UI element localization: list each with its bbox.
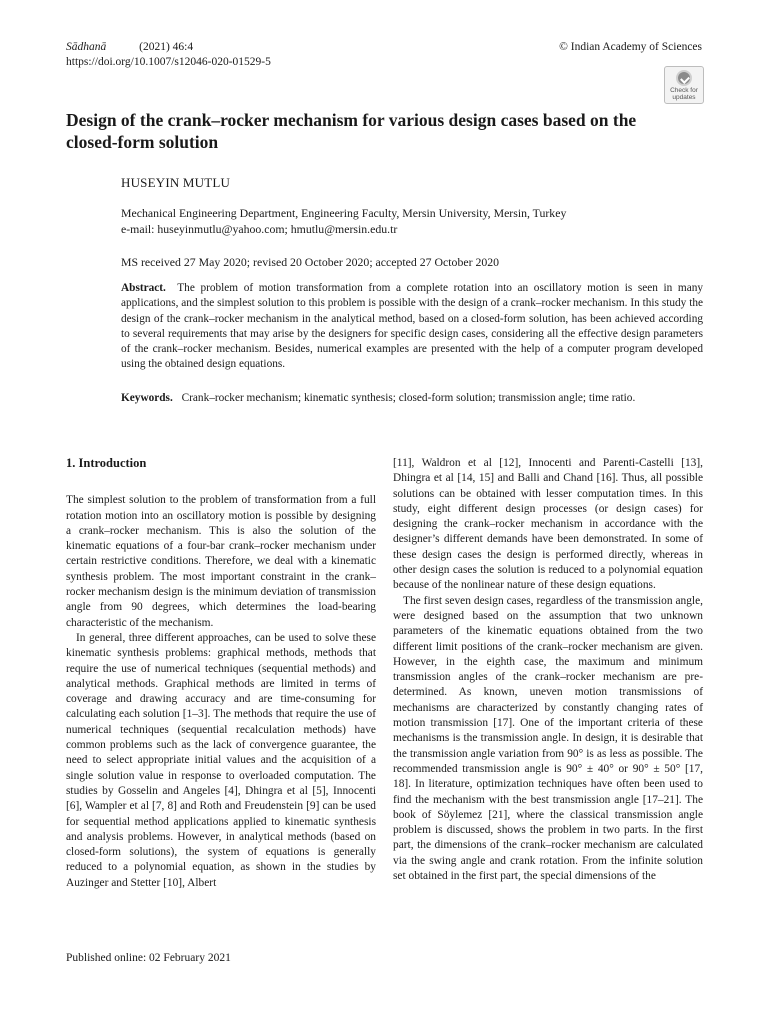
volume-number: (2021) 46:4	[139, 41, 194, 53]
paragraph: The first seven design cases, regardless of the transmission angle, were designed based on the assumption that two unknown parameters of the kinematic equations obtained from the two different limit positions of the crank–rocker mechanism are given. However, in the eighth case, the maximum and minimum transmission angles of the crank–rocker mechanism are pre-determined. As known, uneven motion transmissions of mechanisms are characterized by constantly changing rates of motion transmission [17]. One of the important criteria of these mechanisms is the transmission angle. In design, it is desirable that the transmission angle variation from 90° is as less as possible. The recommended transmission angle is 90° ± 40° or 90° ± 50° [17, 18]. In literature, optimization techniques have often been used to find the mechanism with the best transmission angle [17–21]. The book of Söylemez [21], where the classical transmission angle problem is discussed, shows the problem in two parts. In the first part, the dimensions of the crank–rocker mechanism are calculated via the swing angle and crank rotation. From the infinite solution set obtained in the first part, the special dimensions of the	[393, 594, 703, 883]
affiliation: Mechanical Engineering Department, Engineering Faculty, Mersin University, Mersin, Turkey	[121, 206, 567, 220]
keywords-label: Keywords.	[121, 392, 173, 404]
check-badge-line2: updates	[672, 94, 696, 101]
received-dates: MS received 27 May 2020; revised 20 October 2020; accepted 27 October 2020	[121, 255, 500, 269]
journal-name: Sādhanā	[66, 41, 107, 53]
left-column	[66, 456, 376, 891]
abstract	[121, 281, 703, 373]
author-name: HUSEYIN MUTLU	[121, 175, 231, 190]
paragraph: The simplest solution to the problem of transformation from a full rotation motion into an oscillatory motion is possible by designing a crank–rocker mechanism. This is also the solution of the kinematic equations of a four-bar crank–rocker mechanism under certain restrictive conditions. Therefore, we deal with a kinematic synthesis problem. The most important constraint in the crank–rocker mechanism design is the minimum deviation of transmission angle from 90 degrees, which determines the load-bearing characteristic of the mechanism.	[66, 494, 376, 629]
abstract-label: Abstract.	[121, 282, 166, 294]
published-date: Published online: 02 February 2021	[66, 952, 231, 964]
doi-link[interactable]: https://doi.org/10.1007/s12046-020-01529-5	[66, 56, 271, 68]
keywords	[121, 391, 721, 406]
right-column	[393, 456, 703, 884]
affiliation-block	[121, 205, 566, 237]
paragraph: [11], Waldron et al [12], Innocenti and Parenti-Castelli [13], Dhingra et al [14, 15] and Balli and Chand [16]. Thus, all possible solutions can be obtained with lesser computation times. In this study, eight different design processes (or design cases) for designing the crank–rocker mechanism in accordance with the designer’s different demands have been demonstrated. In some of these design cases the design is performed directly, whereas in other design cases the solution is reduced to a polynomial equation because of the nonlinear nature of these design equations.	[393, 457, 703, 592]
email-line[interactable]: e-mail: huseyinmutlu@yahoo.com; hmutlu@mersin.edu.tr	[121, 222, 398, 236]
publisher-notice: © Indian Academy of Sciences	[559, 41, 702, 53]
keywords-text: Crank–rocker mechanism; kinematic synthesis; closed-form solution; transmission angle; time ratio.	[181, 392, 636, 404]
check-for-updates-button[interactable]	[664, 66, 704, 104]
check-badge-line1: Check for	[670, 87, 698, 94]
check-updates-icon	[676, 70, 692, 86]
abstract-text: The problem of motion transformation from a complete rotation into an oscillatory motion is seen in many applications, and the simplest solution to this problem is possible with the design of a crank–rocker mechanism. In this study the design of the crank–rocker mechanism in the analytical method, based on a closed-form solution, has been achieved according to several requirements that may arise by the designers for specific design cases, considering all the effective design parameters of the crank–rocker mechanism. Besides, numerical examples are presented with the help of a computer program developed using the obtained design equations.	[121, 282, 704, 371]
paragraph: In general, three different approaches, can be used to solve these kinematic synthesis problems: graphical methods, methods that require the use of numerical techniques (sequential methods) and analytical methods. Graphical methods are limited in terms of coverage and drawing accuracy and are time-consuming for calculating each solution [1–3]. The methods that require the use of numerical techniques (sequential recalculation methods) have common problems such as the lack of convergence guarantee, the need to select appropriate initial values and the acquisition of a single solution value in response to overloaded computation. The studies by Gosselin and Angeles [4], Dhingra et al [5], Innocenti [6], Wampler et al [7, 8] and Roth and Freudenstein [9] can be used for sequential method applications applied to kinematic synthesis and analysis problems. However, in analytical methods (based on closed-form solutions), the system of equations is generally reduced to a polynomial equation, as shown in the studies by Auzinger and Stetter [10], Albert	[66, 631, 376, 889]
section-heading: 1. Introduction	[66, 456, 147, 470]
article-title: Design of the crank–rocker mechanism for various design cases based on the closed-form solution	[66, 110, 637, 152]
running-header	[66, 40, 271, 70]
